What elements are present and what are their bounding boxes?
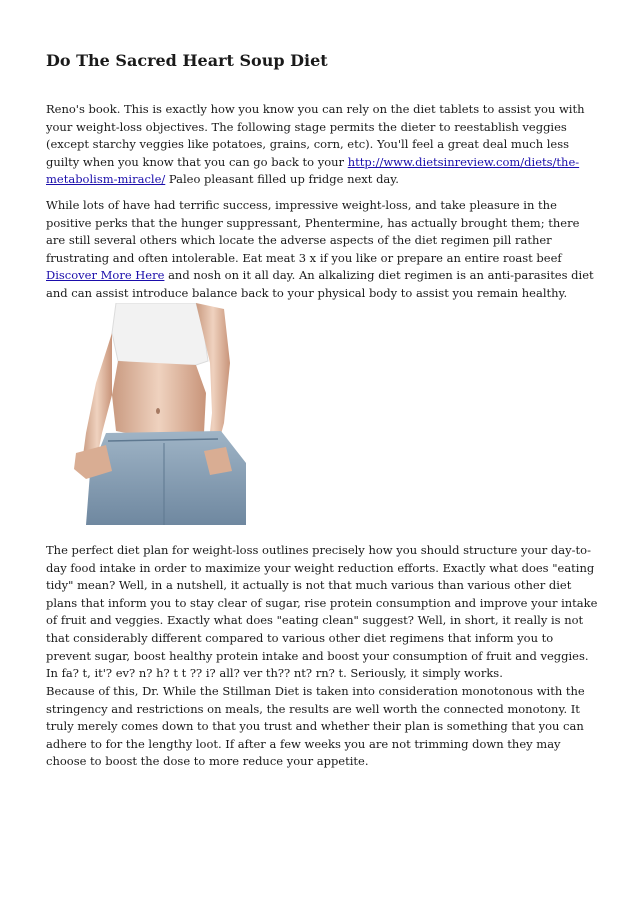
discover-more-link[interactable]: Discover More Here <box>46 268 165 283</box>
weight-loss-photo <box>46 303 246 525</box>
paragraph-1-text-b: Paleo pleasant filled up fridge next day. <box>165 172 399 187</box>
paragraph-2-text-b: and nosh on it all day. An alkalizing diet regimen is an anti-parasites diet and can assist introduce balance back to your physical body to assist you remain healthy. <box>46 268 594 300</box>
page-title: Do The Sacred Heart Soup Diet <box>46 51 328 70</box>
paragraph-1 <box>46 101 598 189</box>
paragraph-1-text-a: Reno's book. This is exactly how you know you can rely on the diet tablets to assist you with your weight-loss objectives. The following stage permits the dieter to reestablish veggies (except starchy veggies like potatoes, grains, corn, etc). You'll feel a great deal much less guilty when you know that you can go back to your <box>46 102 585 169</box>
paragraph-3: The perfect diet plan for weight-loss outlines precisely how you should structure your day-to-day food intake in order to maximize your weight reduction efforts. Exactly what does "eating tidy" mean? Well, in a nutshell, it actually is not that much various than various other diet plans that inform you to stay clear of sugar, rise protein consumption and improve your intake of fruit and veggies. Exactly what does "eating clean" suggest? Well, in short, it really is not that considerably different compared to various other diet regimens that inform you to prevent sugar, boost healthy protein intake and boost your consumption of fruit and veggies. In fa? t, it'? ev? n? h? t t ?? i? all? ver th?? nt? rn? t. Seriously, it simply works. <box>46 543 598 681</box>
metabolism-miracle-link[interactable]: http://www.dietsinreview.com/diets/the-metabolism-miracle/ <box>46 154 580 187</box>
paragraph-2-text-a: While lots of have had terrific success, impressive weight-loss, and take pleasure in the positive perks that the hunger suppressant, Phentermine, has actually brought them; there are still several others which locate the adverse aspects of the diet regimen pill rather frustrating and often intolerable. Eat meat 3 x if you like or prepare an entire roast beef <box>46 198 580 265</box>
paragraph-2 <box>46 197 598 303</box>
paragraph-4: Because of this, Dr. While the Stillman Diet is taken into consideration monotonous with the stringency and restrictions on meals, the results are well worth the connected monotony. It truly merely comes down to that you trust and whether their plan is something that you can adhere to for the lengthy loot. If after a few weeks you are not trimming down they may choose to boost the dose to more reduce your appetite. <box>46 684 585 769</box>
